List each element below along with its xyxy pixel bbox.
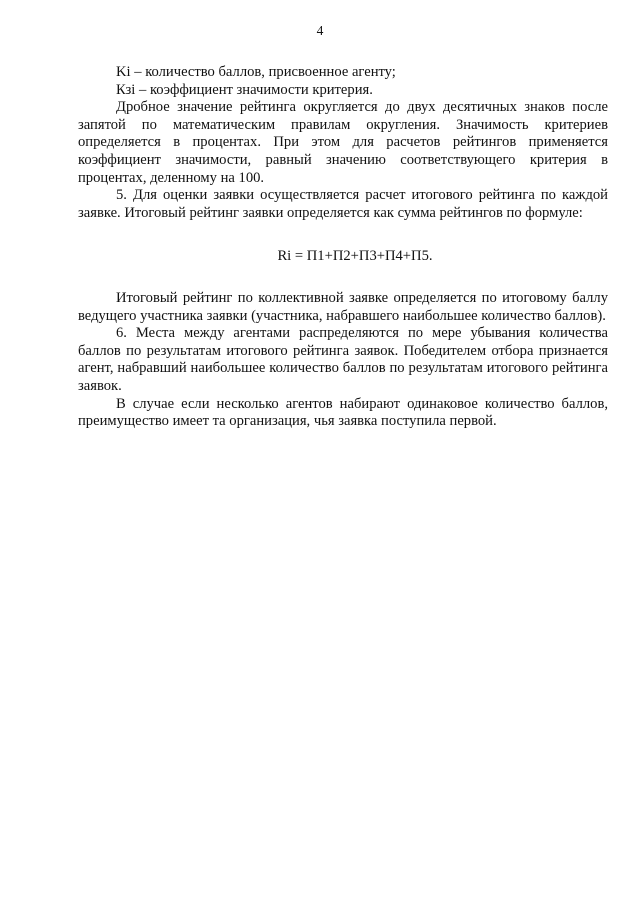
equal-scores-text: В случае если несколько агентов набирают одинаковое количество баллов, преимущество имеет та организация, чья заявка поступила первой. (78, 395, 608, 430)
formula-total-rating: Ri = П1+П2+П3+П4+П5. (277, 248, 433, 265)
paragraph-ki-definition: Ki – количество баллов, присвоенное агенту; (116, 64, 396, 80)
document-body (78, 64, 608, 431)
paragraph-kzi-definition: Кзi – коэффициент значимости критерия. (116, 81, 373, 98)
paragraph-equal-scores (78, 396, 608, 431)
paragraph-item-6: 6. Места между агентами распределяются по мере убывания количества баллов по результатам итогового рейтинга заявок. Победителем отбора признается агент, набравший наибольшее количество баллов по результатам итогового рейтинга заявок. (78, 325, 608, 394)
paragraph-rounding-rules: Дробное значение рейтинга округляется до двух десятичных знаков после запятой по математическим правилам округления. Значимость критериев определяется в процентах. При этом для расчетов рейтингов применяется коэффициент значимости, равный значению соответствующего критерия в процентах, деленному на 100. (78, 99, 608, 186)
paragraph-collective-application: Итоговый рейтинг по коллективной заявке определяется по итоговому баллу ведущего участника заявки (участника, набравшего наибольшее количество баллов). (78, 289, 608, 324)
page-number: 4 (316, 23, 324, 38)
paragraph-item-5: 5. Для оценки заявки осуществляется расчет итогового рейтинга по каждой заявке. Итоговый рейтинг заявки определяется как сумма рейтингов по формуле: (78, 187, 608, 221)
